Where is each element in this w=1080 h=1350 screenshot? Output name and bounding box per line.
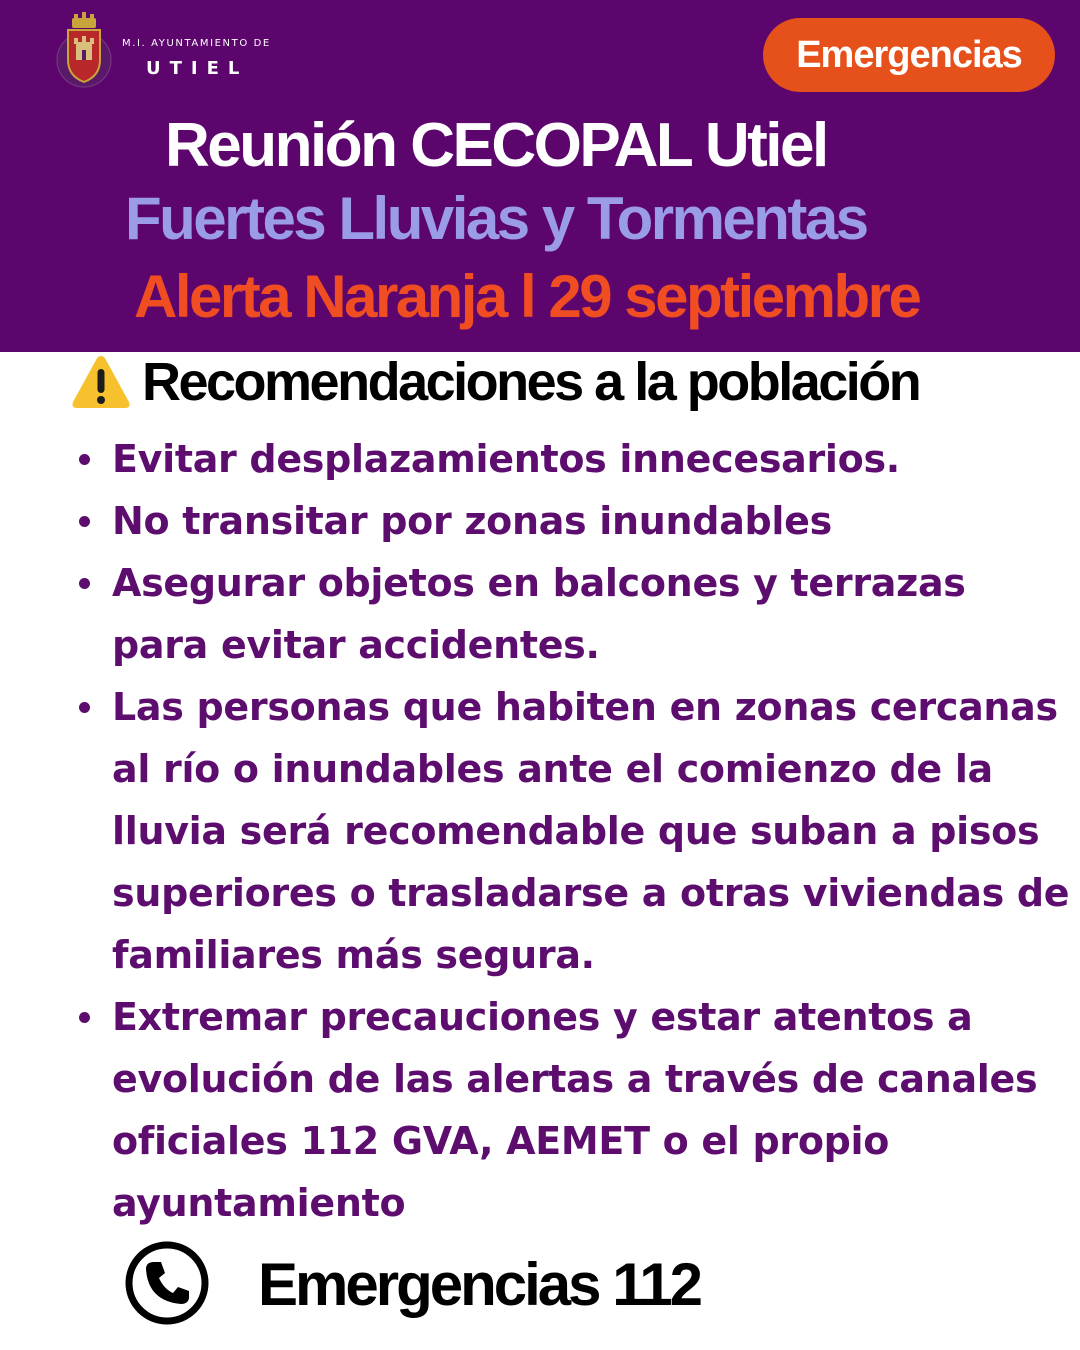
municipal-logo	[56, 12, 336, 102]
header-banner	[0, 0, 1080, 352]
page-subtitle: Fuertes Lluvias y Tormentas	[125, 185, 867, 252]
bullet-icon	[79, 578, 90, 589]
coat-of-arms-icon	[56, 12, 112, 90]
logo-line-2: UTIEL	[146, 58, 249, 79]
bullet-icon	[79, 1012, 90, 1023]
phone-icon	[124, 1240, 210, 1326]
warning-icon	[70, 353, 132, 411]
list-item	[74, 552, 1074, 676]
logo-line-1: M.I. AYUNTAMIENTO DE	[122, 38, 271, 49]
list-item-text: Extremar precauciones y estar atentos a evolución de las alertas a través de canales oficiales 112 GVA, AEMET o el propio ayuntamiento	[112, 995, 1038, 1225]
emergencias-badge: Emergencias	[763, 18, 1055, 92]
list-item	[74, 490, 1074, 552]
recommendations-heading	[70, 350, 919, 414]
recommendations-list	[74, 428, 1074, 1234]
list-item-text: Evitar desplazamientos innecesarios.	[112, 437, 900, 481]
emergency-footer	[124, 1240, 824, 1330]
list-item	[74, 676, 1074, 986]
list-item-text: Asegurar objetos en balcones y terrazas para evitar accidentes.	[112, 561, 966, 667]
section-heading: Recomendaciones a la población	[142, 352, 920, 412]
bullet-icon	[79, 454, 90, 465]
list-item-text: Las personas que habiten en zonas cercanas al río o inundables ante el comienzo de la lluvia será recomendable que suban a pisos superiores o trasladarse a otras viviendas de familiares más segura.	[112, 685, 1070, 977]
list-item	[74, 428, 1074, 490]
list-item	[74, 986, 1074, 1234]
emergency-number: Emergencias 112	[258, 1251, 701, 1318]
bullet-icon	[79, 516, 90, 527]
page-title: Reunión CECOPAL Utiel	[165, 111, 827, 180]
alert-date: Alerta Naranja l 29 septiembre	[134, 263, 920, 330]
list-item-text: No transitar por zonas inundables	[112, 499, 832, 543]
bullet-icon	[79, 702, 90, 713]
